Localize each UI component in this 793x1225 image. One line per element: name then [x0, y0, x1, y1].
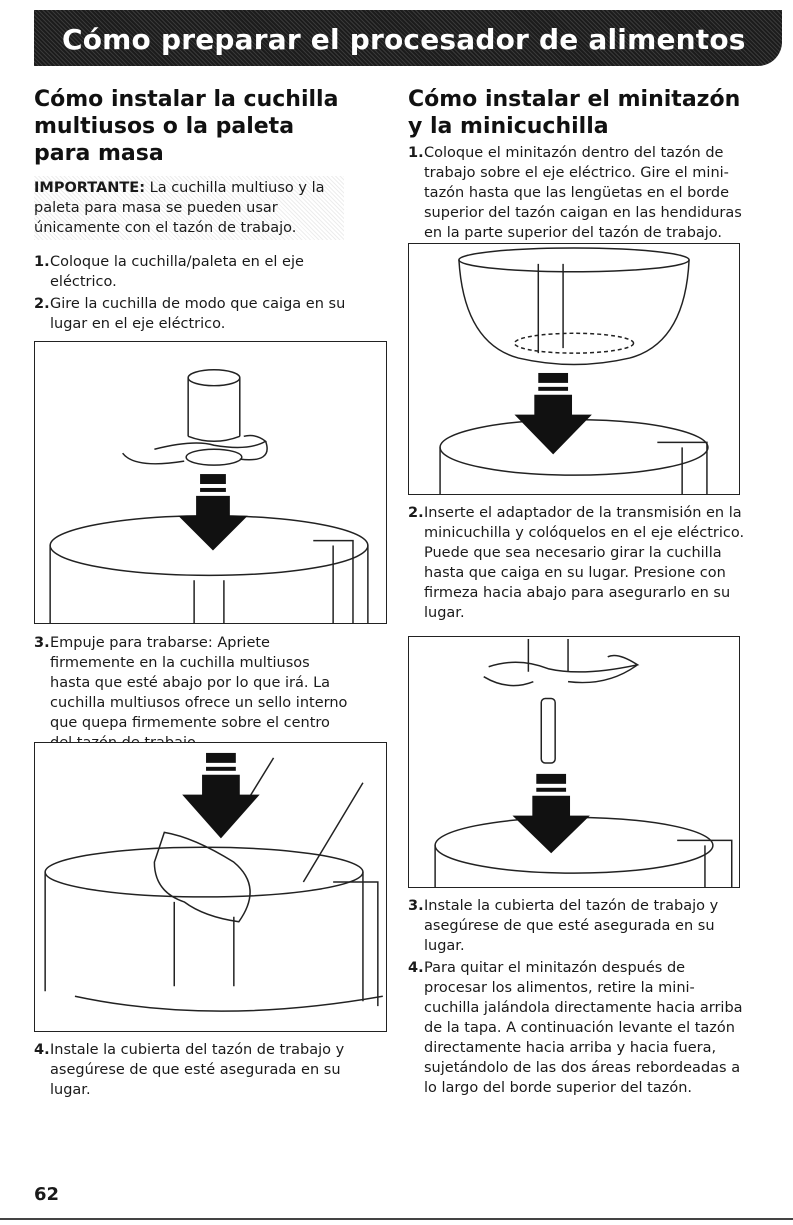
step-text: Coloque el minitazón dentro del tazón de trabajo sobre el eje eléctrico. Gire el mini-tazón hasta que las lengüetas en el borde superior del tazón caigan en las hendiduras en la parte superior del tazón de trabajo.: [424, 145, 742, 241]
left-step-1: [34, 252, 354, 292]
left-step-3: [34, 633, 354, 753]
step-number: 4.: [34, 1042, 50, 1058]
important-label: IMPORTANTE:: [34, 180, 146, 196]
page-number: 62: [34, 1184, 60, 1205]
step-number: 3.: [34, 635, 50, 651]
step-text: Empuje para trabarse: Apriete firmemente en la cuchilla multiusos hasta que esté abajo por lo que irá. La cuchilla multiusos ofrece un sello interno que quepa firmemente sobre el centro: [50, 635, 348, 731]
right-step-1: [408, 143, 748, 243]
blade-install-illustration: [34, 341, 387, 624]
step-text: Inserte el adaptador de la transmisión en la minicuchilla y colóquelos en el eje eléctrico. Puede que sea necesario girar la cuchilla hasta que caiga en su lugar. Presione con firmeza hacia abajo para asegurarlo en su lugar.: [424, 505, 745, 621]
right-step-3: [408, 896, 748, 956]
bottom-rule: [0, 1218, 793, 1220]
push-blade-illustration: [34, 742, 387, 1032]
step-number: 1.: [34, 254, 50, 270]
right-column-title: Cómo instalar el minitazón y la minicuchilla: [408, 87, 741, 139]
step-text: Instale la cubierta del tazón de trabajo y asegúrese de que esté asegurada en su lugar.: [50, 1042, 345, 1098]
left-step-2: [34, 294, 354, 334]
right-step-2: [408, 503, 748, 623]
step-number: 2.: [408, 505, 424, 521]
left-column-title: Cómo instalar la cuchilla multiusos o la paleta para masa: [34, 87, 339, 166]
right-step-4: [408, 958, 748, 1098]
step-number: 3.: [408, 898, 424, 914]
left-step-4: [34, 1040, 354, 1100]
mini-blade-illustration: [408, 636, 740, 888]
section-banner: [34, 10, 782, 66]
important-text: La cuchilla multiuso y la paleta para masa se pueden usar únicamente con el tazón de trabajo.: [34, 180, 325, 236]
step-number: 4.: [408, 960, 424, 976]
section-title: Cómo preparar el procesador de alimentos: [62, 23, 746, 56]
step-number: 1.: [408, 145, 424, 161]
important-note: [34, 176, 344, 240]
step-text: Para quitar el minitazón después de procesar los alimentos, retire la mini-cuchilla jalándola directamente hacia arriba de la tapa. A continuación levante el tazón directamente hacia arriba y hacia fuera, sujetándolo de las dos áreas rebordeadas a lo largo del borde superior del tazón.: [424, 960, 743, 1096]
step-text: Gire la cuchilla de modo que caiga en su lugar en el eje eléctrico.: [50, 296, 346, 332]
step-number: 2.: [34, 296, 50, 312]
mini-bowl-illustration: [408, 243, 740, 495]
step-text: Instale la cubierta del tazón de trabajo y asegúrese de que esté asegurada en su lugar.: [424, 898, 719, 954]
step-text: Coloque la cuchilla/paleta en el eje eléctrico.: [50, 254, 304, 290]
